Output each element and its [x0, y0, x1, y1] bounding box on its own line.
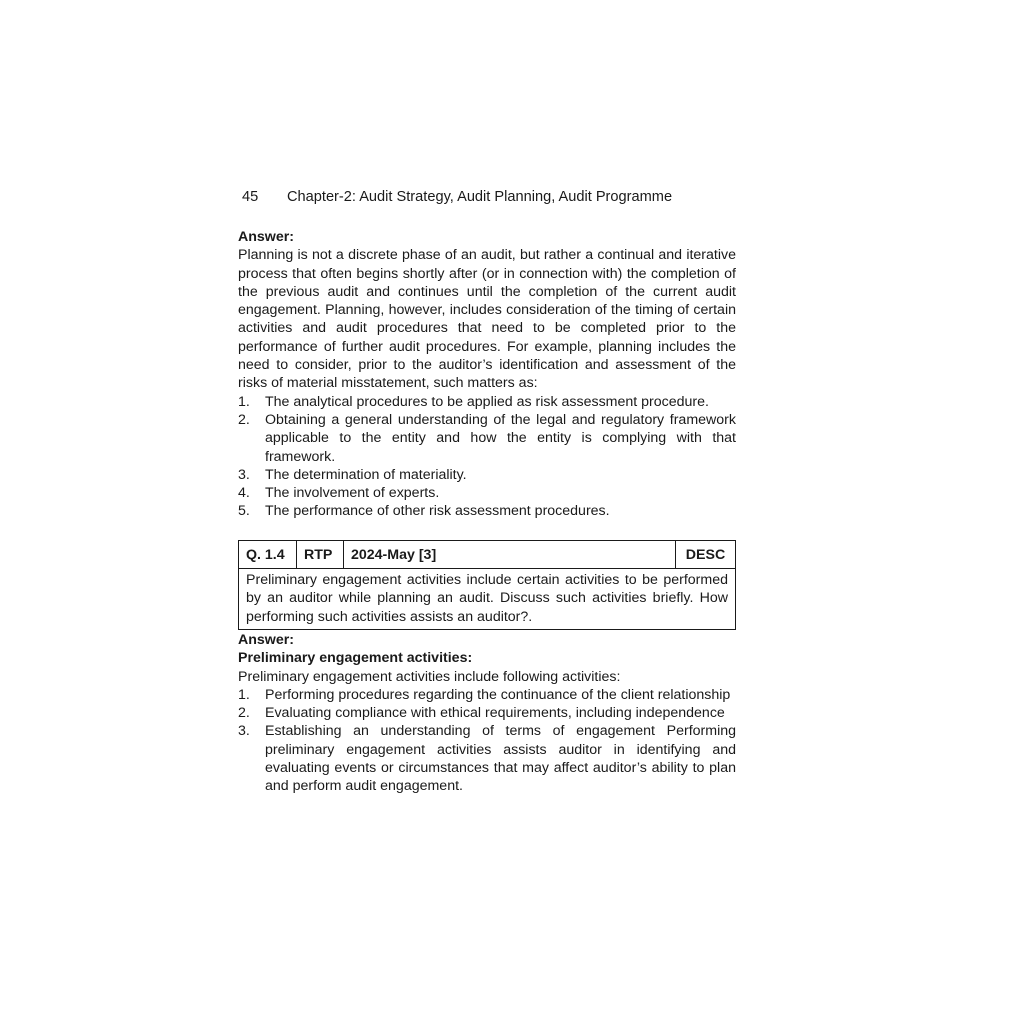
running-header	[242, 188, 672, 206]
planning-matters-list	[238, 393, 736, 521]
list-item	[238, 686, 736, 704]
list-item-number: 4.	[238, 485, 250, 502]
list-item-text: Performing procedures regarding the continuance of the client relationship	[265, 686, 731, 703]
list-item	[238, 411, 736, 466]
list-item-number: 3.	[238, 723, 250, 740]
list-item-number: 2.	[238, 411, 250, 428]
question-box	[238, 540, 736, 630]
list-item	[238, 722, 736, 795]
question-text: Preliminary engagement activities include certain activities to be performed by an auditor while planning an audit. Discuss such activities briefly. How performing such activities assists an auditor?.	[246, 572, 728, 625]
list-item-number: 2.	[238, 705, 250, 722]
list-item-text: The involvement of experts.	[265, 485, 440, 502]
question-type: DESC	[685, 546, 726, 563]
list-item	[238, 704, 736, 722]
list-item-number: 1.	[238, 686, 250, 703]
answer-section-1	[238, 228, 736, 521]
list-item-number: 1.	[238, 393, 250, 410]
list-item-text: Evaluating compliance with ethical requirements, including independence	[265, 705, 725, 722]
question-source: RTP	[297, 541, 344, 568]
question-exam: 2024-May [3]	[344, 541, 676, 568]
page-number: 45	[242, 189, 259, 205]
list-item-text: The determination of materiality.	[265, 466, 467, 483]
list-item-text: Establishing an understanding of terms of engagement Performing preliminary engagement activities assists auditor in identifying and evaluating events or circumstances that may affect auditor’s ability to plan and perform audit engagement.	[265, 723, 736, 795]
list-item	[238, 393, 736, 411]
answer-heading: Answer:	[238, 632, 294, 648]
answer-section-2	[238, 631, 736, 796]
list-item-number: 3.	[238, 466, 250, 483]
list-item-text: Obtaining a general understanding of the legal and regulatory framework applicable to the entity and how the entity is complying with that framework.	[265, 411, 736, 465]
list-item-number: 5.	[238, 503, 250, 520]
answer-subheading: Preliminary engagement activities:	[238, 650, 473, 667]
list-item-text: The analytical procedures to be applied as risk assessment procedure.	[265, 393, 709, 410]
list-item	[238, 466, 736, 484]
question-number: Q. 1.4	[239, 541, 297, 568]
answer-paragraph: Planning is not a discrete phase of an audit, but rather a continual and iterative process that often begins shortly after (or in connection with) the completion of the previous audit and continues until the completion of the current audit engagement. Planning, however, includes consideration of the timing of certain activities and audit procedures that need to be completed prior to the performance of further audit procedures. For example, planning includes the need to consider, prior to the auditor’s identification and assessment of the risks of material misstatement, such matters as:	[238, 247, 736, 392]
list-item-text: The performance of other risk assessment procedures.	[265, 503, 610, 520]
question-header-row	[239, 541, 735, 569]
answer-intro: Preliminary engagement activities include following activities:	[238, 668, 621, 685]
list-item	[238, 484, 736, 502]
list-item	[238, 502, 736, 520]
answer-heading: Answer:	[238, 229, 294, 245]
chapter-title: Chapter-2: Audit Strategy, Audit Planning, Audit Programme	[287, 189, 673, 205]
preliminary-activities-list	[238, 686, 736, 796]
